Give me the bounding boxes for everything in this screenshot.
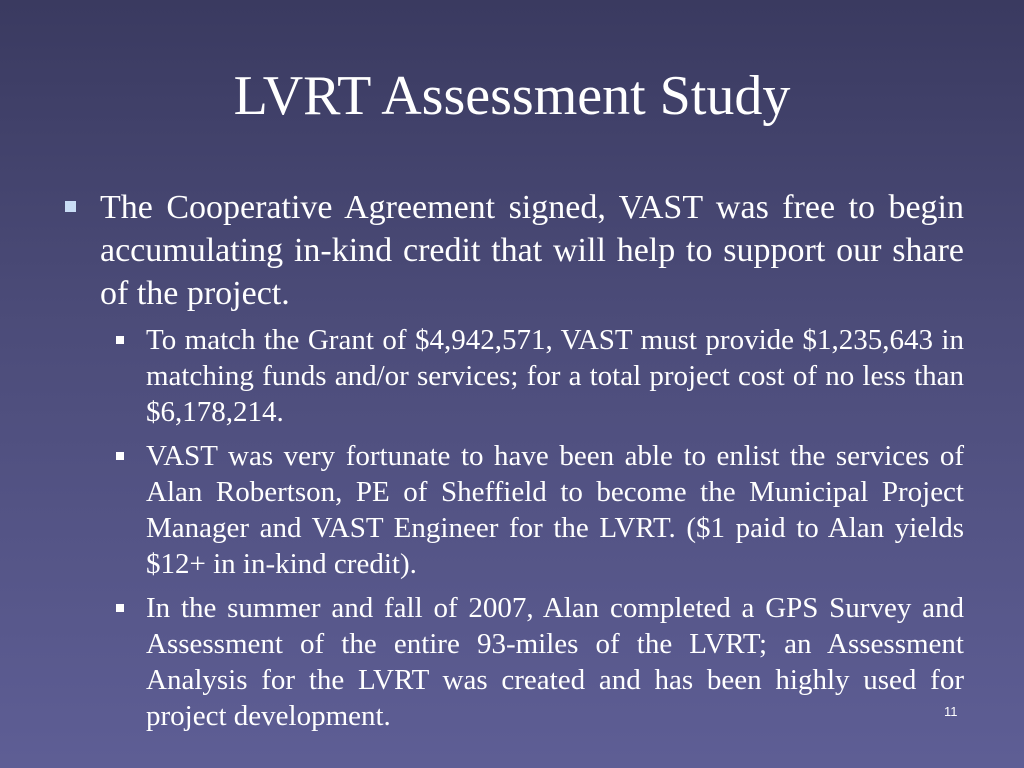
- main-bullet-text: The Cooperative Agreement signed, VAST was free to begin accumulating in-kind credit that will help to support our share of the project.: [100, 189, 964, 312]
- sub-bullet-text: To match the Grant of $4,942,571, VAST must provide $1,235,643 in matching funds and/or services; for a total project cost of no less than $6,178,214.: [146, 324, 964, 428]
- square-bullet-icon: [112, 438, 146, 582]
- page-number: 11: [944, 704, 958, 719]
- slide-title: LVRT Assessment Study: [233, 65, 791, 127]
- square-bullet-icon: [62, 186, 100, 315]
- square-bullet-icon: [112, 322, 146, 430]
- main-bullet: [62, 186, 964, 315]
- sub-bullet: [112, 438, 964, 582]
- sub-bullet-text: In the summer and fall of 2007, Alan completed a GPS Survey and Assessment of the entire 93-miles of the LVRT; an Assessment Analysis for the LVRT was created and has been highly used for project development.: [146, 592, 964, 732]
- square-bullet-icon: [112, 590, 146, 734]
- sub-bullet: [112, 590, 964, 734]
- sub-bullet-text: VAST was very fortunate to have been able to enlist the services of Alan Robertson, PE of Sheffield to become the Municipal Project Manager and VAST Engineer for the LVRT. ($1 paid to Alan yields $12+ in in-kind credit).: [146, 440, 964, 580]
- sub-bullet: [112, 322, 964, 430]
- sub-bullet-list: [112, 322, 964, 742]
